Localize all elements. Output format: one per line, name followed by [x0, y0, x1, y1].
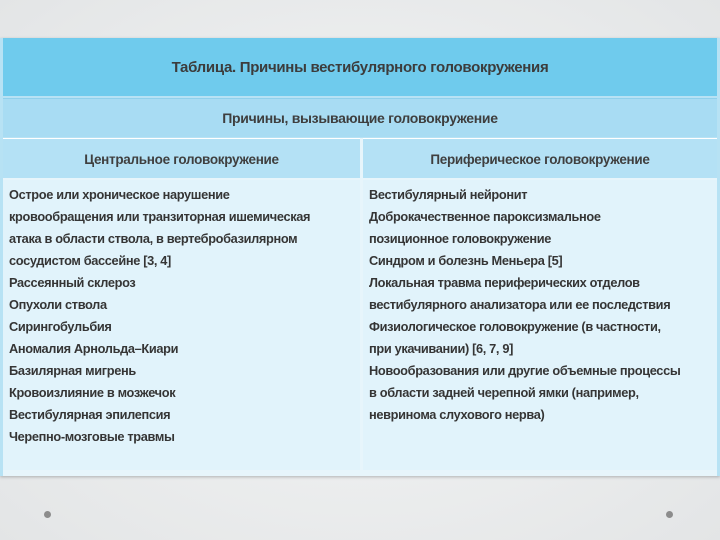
list-item: Новообразования или другие объемные процессы в области задней черепной ямки (например, невринома слухового нерва): [369, 363, 681, 422]
list-item: Вестибулярная эпилепсия: [9, 407, 171, 422]
cell-peripheral-causes: [363, 180, 717, 470]
list-item: Острое или хроническое нарушение кровообращения или транзиторная ишемическая атака в области ствола, в вертебробазилярном сосудистом бассейне [3, 4]: [9, 187, 311, 268]
slide-nav-dot-right: [666, 511, 673, 518]
column-divider: [360, 138, 363, 470]
table-title: Таблица. Причины вестибулярного головокружения: [171, 58, 549, 76]
cell-central-causes: [3, 180, 360, 470]
list-item: Опухоли ствола: [9, 297, 107, 312]
list-item: Физиологическое головокружение (в частности, при укачивании) [6, 7, 9]: [369, 319, 661, 356]
list-item: Локальная травма периферических отделов вестибулярного анализатора или ее последствия: [369, 275, 671, 312]
column-header-central: [3, 138, 360, 179]
slide-table: [0, 38, 720, 476]
table-bottom-border: [3, 470, 717, 476]
list-item: Базилярная мигрень: [9, 363, 136, 378]
column-header-peripheral-label: Периферическое головокружение: [430, 151, 650, 167]
central-causes-list: [9, 184, 356, 448]
column-header-central-label: Центральное головокружение: [84, 151, 279, 167]
peripheral-causes-list: [369, 184, 713, 426]
list-item: Кровоизлияние в мозжечок: [9, 385, 176, 400]
list-item: Вестибулярный нейронит: [369, 187, 528, 202]
list-item: Синдром и болезнь Меньера [5]: [369, 253, 563, 268]
list-item: Доброкачественное пароксизмальное позиционное головокружение: [369, 209, 601, 246]
table-subtitle: Причины, вызывающие головокружение: [222, 110, 498, 126]
table-subtitle-row: [3, 98, 717, 137]
slide-nav-dot-left: [44, 511, 51, 518]
list-item: Черепно-мозговые травмы: [9, 429, 175, 444]
list-item: Сирингобульбия: [9, 319, 112, 334]
column-header-peripheral: [363, 138, 717, 179]
table-title-row: [3, 38, 717, 96]
list-item: Рассеянный склероз: [9, 275, 136, 290]
list-item: Аномалия Арнольда–Киари: [9, 341, 179, 356]
